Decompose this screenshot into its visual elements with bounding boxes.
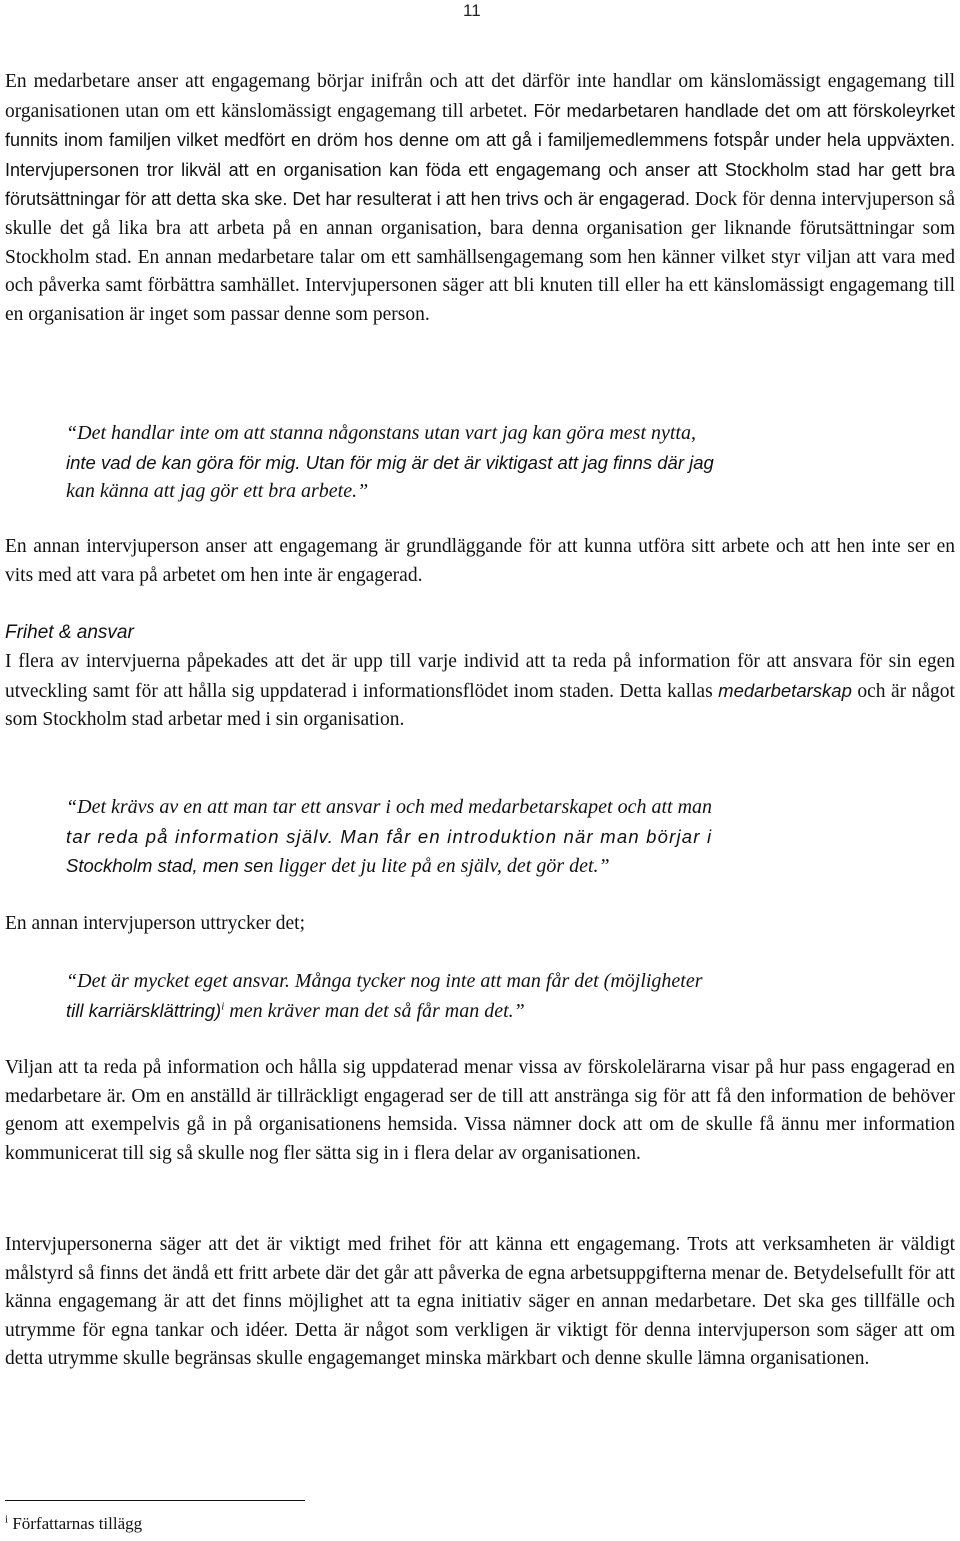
paragraph-fundamental: En annan intervjuperson anser att engagemang är grundläggande för att kunna utföra sitt arbete och att hen inte ser en vits med att vara på arbetet om hen inte är engagerad.: [5, 536, 955, 586]
quote-line: tar reda på information själv. Man får en introduktion när man börjar i: [66, 826, 713, 847]
paragraph-text: För medarbetaren handlade det om att förskoleyrket funnits inom familjen vilket medfört en dröm hos denne om att gå i familjemedlemmens fotspår under hela uppväxten. Intervjupersonen tror likväl att en organisation kan föda ett engagemang och anser att Stockholm stad har gett bra förutsättningar för att detta ska ske. Det har resulterat i att hen trivs och är engagerad.: [5, 100, 955, 210]
paragraph-freedom: Intervjupersonerna säger att det är viktigt med frihet för att känna ett engagemang. Trots att verksamheten är väldigt målstyrd så finns det ändå ett fritt arbete där det går att påverka de egna arbetsuppgifterna menar de. Betydelsefullt för att känna engagemang är att det finns möjlighet att ta egna initiativ säger en annan medarbetare. Det ska ges tillfälle och utrymme för egna tankar och idéer. Detta är något som verkligen är viktigt för denna intervjuperson som säger att om detta utrymme skulle begränsas skulle engagemanget minska märkbart och denne skulle lämna organisationen.: [5, 1234, 955, 1370]
quote-line: inte vad de kan göra för mig. Utan för mig är det är viktigast att jag finns där jag: [66, 452, 714, 473]
section-heading: Frihet & ansvar: [5, 622, 134, 643]
paragraph-text: och är något som Stockholm stad arbetar med i sin organisation.: [5, 680, 955, 731]
quote-line: kan känna att jag gör ett bra arbete.”: [66, 480, 369, 502]
paragraph-employeeship: [5, 648, 955, 735]
paragraph-text: En medarbetare anser att engagemang börjar inifrån och att det därför inte handlar om känslomässigt engagemang till organisationen utan om ett känslomässigt engagemang till arbetet.: [5, 71, 955, 122]
quote-line: “Det handlar inte om att stanna någonstans utan vart jag kan göra mest nytta,: [66, 422, 696, 444]
paragraph-engagement-inside: [5, 68, 955, 329]
quote-text: Stockholm stad, men se: [66, 855, 264, 876]
paragraph-information: Viljan att ta reda på information och hålla sig uppdaterad menar vissa av förskolelärarna visar på hur pass engagerad en medarbetare är. Om en anställd är tillräckligt engagerad ser de till att anstränga sig för att få den information de behöver genom att exempelvis gå in på organisationens hemsida. Vissa nämner dock att om de skulle få ännu mer information kommunicerat till sig så skulle nog fler sätta sig in i flera delar av organisationen.: [5, 1057, 955, 1164]
quote-line: [66, 851, 926, 881]
footnote-text: Författarnas tillägg: [8, 1514, 143, 1533]
quote-block-2: [66, 793, 926, 881]
quote-text: men kräver man det så får man det.”: [224, 1000, 525, 1022]
paragraph-text: Dock för denna intervjuperson så skulle det gå lika bra att arbeta på en annan organisation, bara denna organisation ger liknande förutsättningar som Stockholm stad. En annan medarbetare talar om ett samhällsengagemang som hen känner vilket styr viljan att vara med och påverka samt förbättra samhället. Intervjupersonen säger att bli knuten till eller ha ett känslomässigt engagemang till en organisation är inget som passar denne som person.: [5, 189, 955, 325]
footnote-divider: [5, 1500, 305, 1501]
term-medarbetarskap: medarbetarskap: [718, 679, 852, 701]
footnote-reference[interactable]: i: [221, 1000, 225, 1013]
paragraph-text: I flera av intervjuerna påpekades att det är upp till varje individ att ta reda på information för att ansvara för sin egen utveckling samt för att hålla sig uppdaterad i informationsflödet inom staden. Detta kallas: [5, 651, 955, 702]
quote-line: “Det är mycket eget ansvar. Många tycker nog inte att man får det (möjligheter: [66, 970, 703, 992]
quote-block-1: [66, 419, 926, 506]
quote-line: “Det krävs av en att man tar ett ansvar i och med medarbetarskapet och att man: [66, 796, 713, 818]
page-number: 11: [463, 1, 481, 20]
quote-block-3: [66, 967, 926, 1026]
footnote: [5, 1512, 142, 1536]
quote-text: n ligger det ju lite på en själv, det gör det.”: [263, 855, 610, 877]
paragraph-another-interviewee: En annan intervjuperson uttrycker det;: [5, 913, 305, 934]
quote-line: [66, 996, 926, 1026]
quote-text: till karriärsklättring): [66, 1000, 222, 1021]
footnote-marker: i: [5, 1513, 9, 1526]
